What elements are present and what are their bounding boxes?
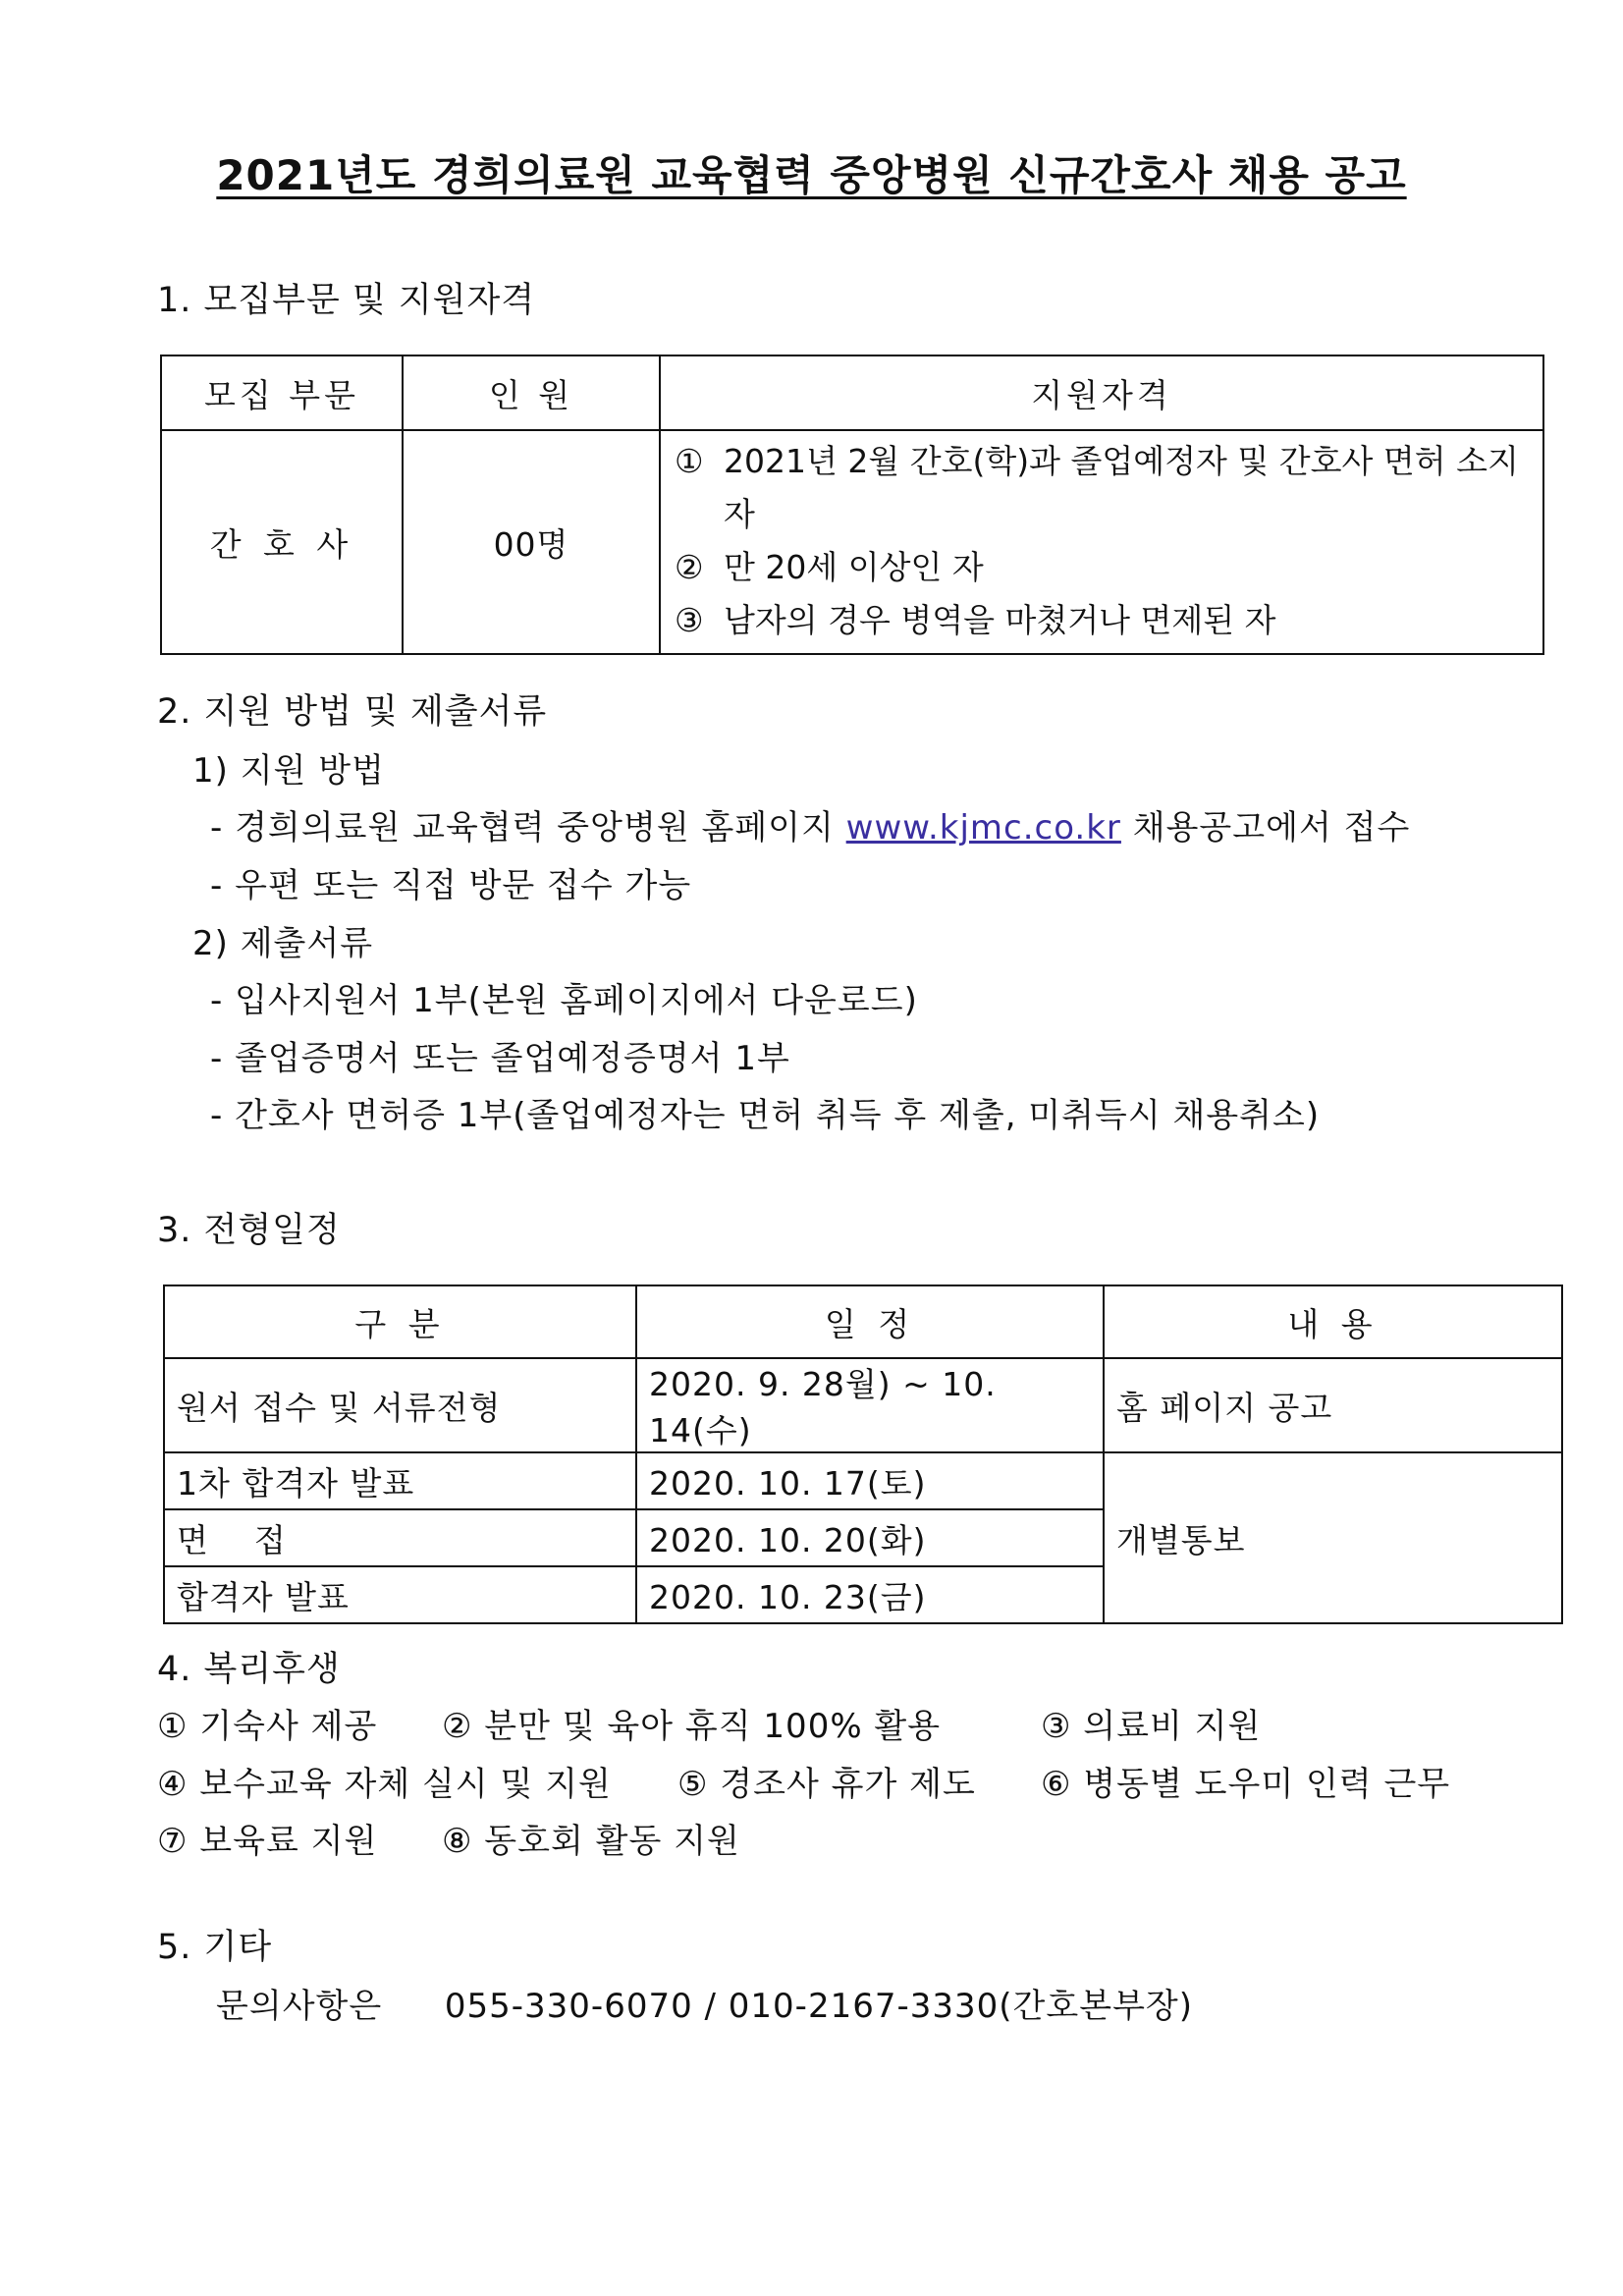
section-2-heading: 2. 지원 방법 및 제출서류 bbox=[157, 692, 548, 732]
contact-numbers: 055-330-6070 / 010-2167-3330(간호본부장) bbox=[444, 1987, 1194, 2026]
schedule-row bbox=[164, 1452, 1562, 1509]
recruitment-table-row bbox=[161, 430, 1543, 654]
method-subheading: 1) 지원 방법 bbox=[192, 751, 385, 791]
method-line-2: - 우편 또는 직접 방문 접수 가능 bbox=[210, 866, 692, 905]
welfare-item: ① 기숙사 제공 bbox=[157, 1707, 378, 1746]
section-3-heading: 3. 전형일정 bbox=[157, 1211, 341, 1250]
division-cell: 간 호 사 bbox=[161, 430, 403, 654]
date-cell: 2020. 10. 17(토) bbox=[636, 1452, 1104, 1509]
content-cell: 홈 페이지 공고 bbox=[1104, 1358, 1562, 1452]
section-5-heading: 5. 기타 bbox=[157, 1928, 273, 1967]
header-count: 인 원 bbox=[403, 355, 660, 430]
document-item: - 간호사 면허증 1부(졸업예정자는 면허 취득 후 제출, 미취득시 채용취소) bbox=[210, 1096, 1321, 1135]
welfare-item: ⑤ 경조사 휴가 제도 bbox=[677, 1765, 976, 1804]
contact-label: 문의사항은 bbox=[216, 1987, 383, 2026]
welfare-item: ④ 보수교육 자체 실시 및 지원 bbox=[157, 1765, 612, 1804]
homepage-link[interactable]: www.kjmc.co.kr bbox=[845, 808, 1121, 847]
recruitment-table bbox=[160, 355, 1544, 655]
schedule-table bbox=[163, 1285, 1563, 1624]
qualification-item: ① 2021년 2월 간호(학)과 졸업예정자 및 간호사 면허 소지자 bbox=[675, 442, 1519, 533]
header-stage: 구 분 bbox=[164, 1285, 636, 1358]
welfare-item: ② 분만 및 육아 휴직 100% 활용 bbox=[442, 1707, 942, 1746]
qualification-item: ② 만 20세 이상인 자 bbox=[675, 548, 984, 586]
welfare-item: ⑧ 동호회 활동 지원 bbox=[442, 1822, 740, 1861]
welfare-item: ⑥ 병동별 도우미 인력 근무 bbox=[1041, 1765, 1451, 1804]
stage-cell: 합격자 발표 bbox=[164, 1566, 636, 1623]
contact-line bbox=[216, 1979, 1193, 2027]
document-item: - 입사지원서 1부(본원 홈페이지에서 다운로드) bbox=[210, 981, 918, 1020]
date-cell: 2020. 10. 23(금) bbox=[636, 1566, 1104, 1623]
header-content: 내 용 bbox=[1104, 1285, 1562, 1358]
welfare-item: ③ 의료비 지원 bbox=[1041, 1707, 1262, 1746]
schedule-row bbox=[164, 1358, 1562, 1452]
content-cell-merged: 개별통보 bbox=[1104, 1452, 1562, 1623]
stage-cell: 원서 접수 및 서류전형 bbox=[164, 1358, 636, 1452]
recruitment-table-header-row bbox=[161, 355, 1543, 430]
section-1-heading: 1. 모집부문 및 지원자격 bbox=[157, 281, 536, 320]
schedule-table-header-row bbox=[164, 1285, 1562, 1358]
date-cell: 2020. 10. 20(화) bbox=[636, 1509, 1104, 1566]
qualification-item: ③ 남자의 경우 병역을 마쳤거나 면제된 자 bbox=[675, 601, 1276, 639]
document-item: - 졸업증명서 또는 졸업예정증명서 1부 bbox=[210, 1039, 790, 1078]
qualifications-cell bbox=[660, 430, 1543, 654]
stage-cell: 면 접 bbox=[164, 1509, 636, 1566]
section-4-heading: 4. 복리후생 bbox=[157, 1650, 341, 1689]
page-title: 2021년도 경희의료원 교육협력 중앙병원 신규간호사 채용 공고 bbox=[216, 151, 1407, 199]
documents-subheading: 2) 제출서류 bbox=[192, 924, 374, 963]
date-cell: 2020. 9. 28월) ~ 10. 14(수) bbox=[636, 1358, 1104, 1452]
header-division: 모집 부문 bbox=[161, 355, 403, 430]
count-cell: 00명 bbox=[403, 430, 660, 654]
header-qualifications: 지원자격 bbox=[660, 355, 1543, 430]
stage-cell: 1차 합격자 발표 bbox=[164, 1452, 636, 1509]
method-line-1: - 경희의료원 교육협력 중앙병원 홈페이지 www.kjmc.co.kr 채용공고에서 접수 bbox=[210, 808, 1411, 847]
welfare-item: ⑦ 보육료 지원 bbox=[157, 1822, 378, 1861]
header-date: 일 정 bbox=[636, 1285, 1104, 1358]
